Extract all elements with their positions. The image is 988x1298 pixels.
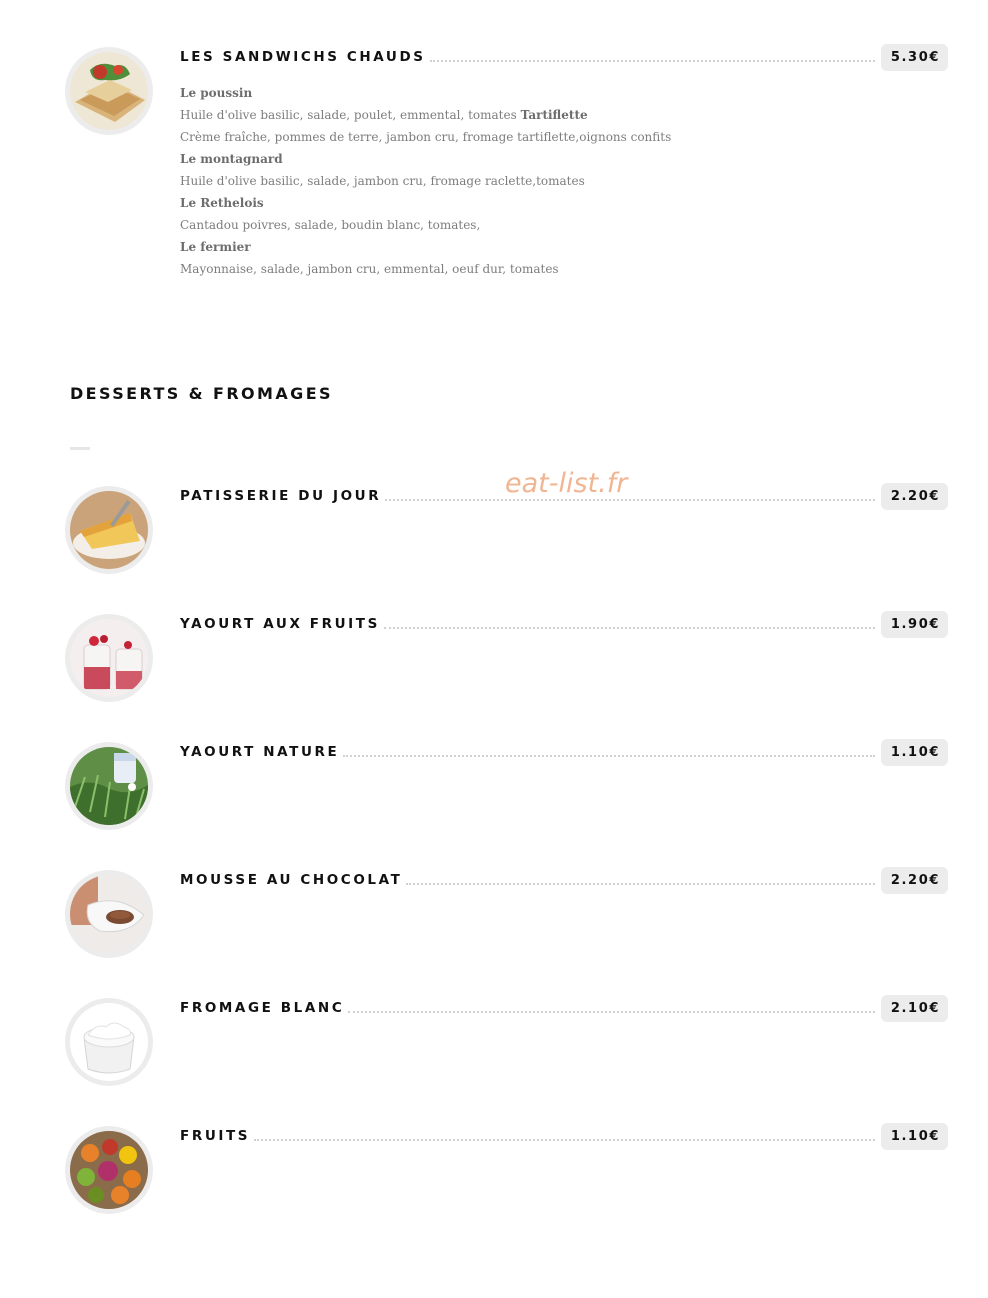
variant-name: Le fermier — [180, 240, 251, 254]
item-title: MOUSSE AU CHOCOLAT — [180, 872, 403, 888]
item-title-row — [180, 43, 948, 71]
fruits-photo — [65, 1126, 153, 1214]
chocolate-mousse-photo — [65, 870, 153, 958]
item-title-row — [180, 738, 948, 766]
item-title: FROMAGE BLANC — [180, 1000, 345, 1016]
variant-ingredients: Huile d'olive basilic, salade, jambon cru, fromage raclette,tomates — [180, 174, 585, 188]
variant-ingredients: Cantadou poivres, salade, boudin blanc, tomates, — [180, 218, 481, 232]
item-title: YAOURT NATURE — [180, 744, 340, 760]
section-divider — [70, 447, 90, 450]
section-title: DESSERTS & FROMAGES — [70, 384, 333, 403]
fromage-blanc-photo — [65, 998, 153, 1086]
dotted-leader — [343, 755, 875, 757]
dotted-leader — [348, 1011, 875, 1013]
price-badge: 2.10€ — [881, 995, 948, 1022]
dotted-leader — [385, 499, 875, 501]
variant-name: Le poussin — [180, 86, 253, 100]
item-title-row — [180, 482, 948, 510]
variant-ingredients: Huile d'olive basilic, salade, poulet, emmental, tomates Tartiflette — [180, 108, 588, 122]
watermark: eat-list.fr — [505, 468, 628, 499]
dotted-leader — [384, 627, 875, 629]
variant-ingredients: Mayonnaise, salade, jambon cru, emmental, oeuf dur, tomates — [180, 262, 559, 276]
item-title-row — [180, 994, 948, 1022]
item-title: LES SANDWICHS CHAUDS — [180, 49, 426, 65]
price-badge: 1.90€ — [881, 611, 948, 638]
item-title-row — [180, 610, 948, 638]
item-title-row — [180, 1122, 948, 1150]
item-title: YAOURT AUX FRUITS — [180, 616, 380, 632]
pastry-photo — [65, 486, 153, 574]
price-badge: 1.10€ — [881, 739, 948, 766]
variant-name: Le montagnard — [180, 152, 283, 166]
price-badge: 1.10€ — [881, 1123, 948, 1150]
plain-yogurt-photo — [65, 742, 153, 830]
dotted-leader — [430, 60, 875, 62]
price-badge: 2.20€ — [881, 483, 948, 510]
sandwich-photo — [65, 47, 153, 135]
item-title-row — [180, 866, 948, 894]
dotted-leader — [406, 883, 874, 885]
variant-ingredients: Crème fraîche, pommes de terre, jambon cru, fromage tartiflette,oignons confits — [180, 130, 672, 144]
price-badge: 5.30€ — [881, 44, 948, 71]
variant-name: Le Rethelois — [180, 196, 264, 210]
item-title: PATISSERIE DU JOUR — [180, 488, 382, 504]
fruit-yogurt-photo — [65, 614, 153, 702]
item-title: FRUITS — [180, 1128, 251, 1144]
price-badge: 2.20€ — [881, 867, 948, 894]
item-description — [180, 82, 820, 280]
dotted-leader — [254, 1139, 875, 1141]
